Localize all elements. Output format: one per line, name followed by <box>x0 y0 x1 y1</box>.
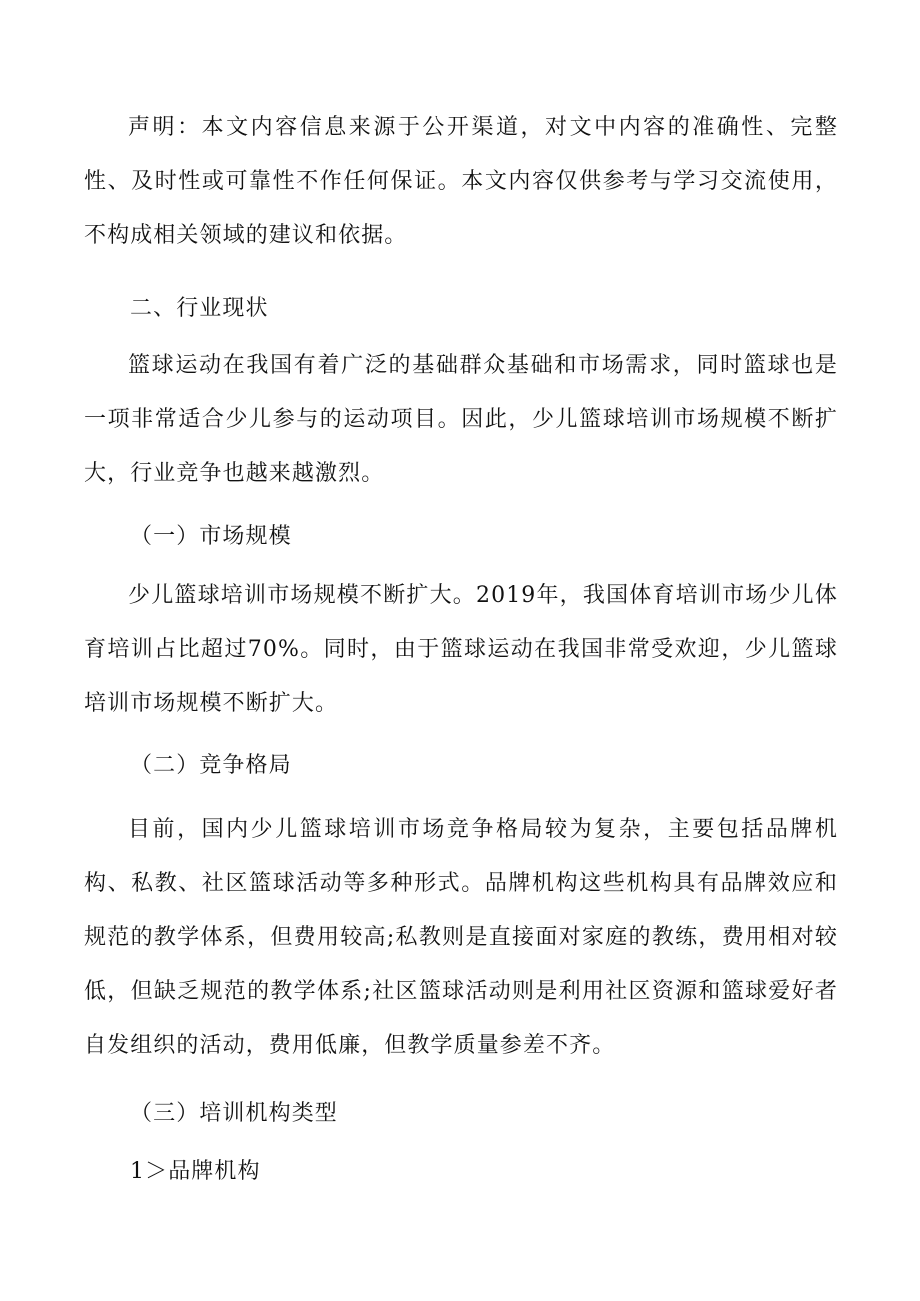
disclaimer-paragraph: 声明：本文内容信息来源于公开渠道，对文中内容的准确性、完整性、及时性或可靠性不作任何保证。本文内容仅供参考与学习交流使用，不构成相关领域的建议和依据。 <box>84 115 838 248</box>
subsection-heading-institution-types: （三）培训机构类型 <box>130 1101 338 1126</box>
market-size-paragraph: 少儿篮球培训市场规模不断扩大。2019年，我国体育培训市场少儿体育培训占比超过70%。同时，由于篮球运动在我国非常受欢迎，少儿篮球培训市场规模不断扩大。 <box>84 583 838 716</box>
industry-status-paragraph: 篮球运动在我国有着广泛的基础群众基础和市场需求，同时篮球也是一项非常适合少儿参与的运动项目。因此，少儿篮球培训市场规模不断扩大，行业竞争也越来越激烈。 <box>84 353 838 486</box>
section-heading-industry-status: 二、行业现状 <box>130 296 269 321</box>
subsection-heading-market-size: （一）市场规模 <box>130 524 292 549</box>
competition-paragraph: 目前，国内少儿篮球培训市场竞争格局较为复杂，主要包括品牌机构、私教、社区篮球活动等多种形式。品牌机构这些机构具有品牌效应和规范的教学体系，但费用较高;私教则是直接面对家庭的教练，费用相对较低，但缺乏规范的教学体系;社区篮球活动则是利用社区资源和篮球爱好者自发组织的活动，费用低廉，但教学质量参差不齐。 <box>84 817 838 1058</box>
subsection-heading-competition: （二）竞争格局 <box>130 753 292 778</box>
item-heading-brand-institutions: 1＞品牌机构 <box>130 1159 261 1184</box>
